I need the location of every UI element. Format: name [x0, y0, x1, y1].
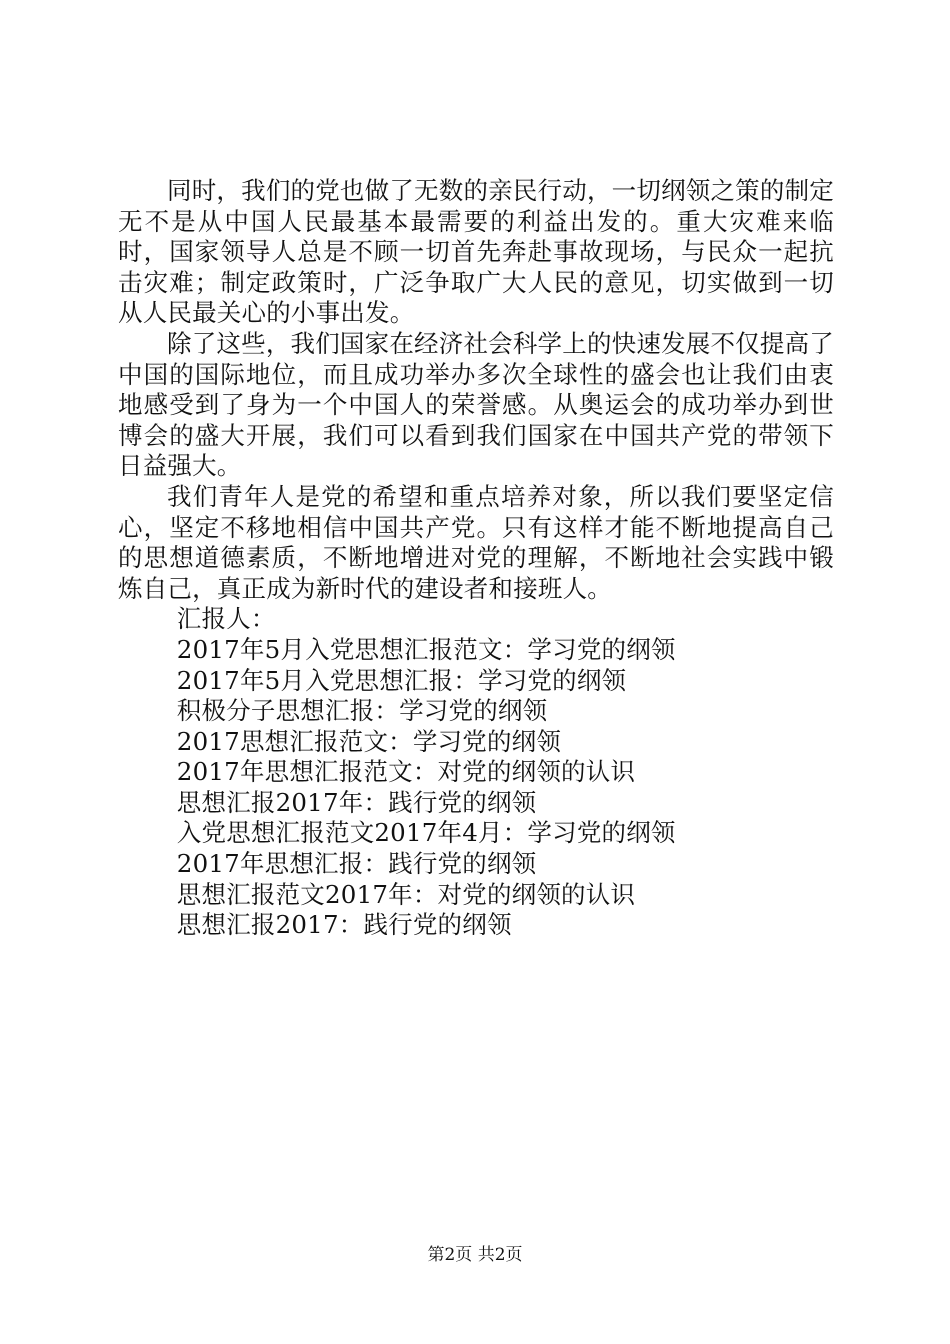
- list-item: 思想汇报2017年：践行党的纲领: [176, 787, 537, 817]
- related-list: [118, 604, 834, 941]
- reporter-label: 汇报人：: [176, 604, 276, 634]
- paragraph-1: 同时，我们的党也做了无数的亲民行动，一切纲领之策的制定无不是从中国人民最基本最需要的利益出发的。重大灾难来临时，国家领导人总是不顾一切首先奔赴事故现场，与民众一起抗击灾难；制定政策时，广泛争取广大人民的意见，切实做到一切从人民最关心的小事出发。: [118, 176, 834, 328]
- list-item: 思想汇报范文2017年：对党的纲领的认识: [176, 879, 636, 909]
- page-footer: 第2页 共2页: [427, 1245, 523, 1265]
- list-item: 2017年思想汇报范文：对党的纲领的认识: [176, 757, 636, 787]
- list-item: 思想汇报2017：践行党的纲领: [176, 910, 512, 940]
- document-body: [118, 176, 834, 941]
- paragraph-3: 我们青年人是党的希望和重点培养对象，所以我们要坚定信心，坚定不移地相信中国共产党。只有这样才能不断地提高自己的思想道德素质，不断地增进对党的理解，不断地社会实践中锻炼自己，真正成为新时代的建设者和接班人。: [118, 481, 834, 603]
- list-item: 入党思想汇报范文2017年4月：学习党的纲领: [176, 818, 676, 848]
- list-item: 2017年5月入党思想汇报：学习党的纲领: [176, 665, 627, 695]
- list-item: 2017思想汇报范文：学习党的纲领: [176, 726, 562, 756]
- list-item: 2017年思想汇报：践行党的纲领: [176, 849, 537, 879]
- list-item: 2017年5月入党思想汇报范文：学习党的纲领: [176, 634, 676, 664]
- list-item: 积极分子思想汇报：学习党的纲领: [176, 696, 548, 726]
- paragraph-2: 除了这些，我们国家在经济社会科学上的快速发展不仅提高了中国的国际地位，而且成功举办多次全球性的盛会也让我们由衷地感受到了身为一个中国人的荣誉感。从奥运会的成功举办到世博会的盛大开展，我们可以看到我们国家在中国共产党的带领下日益强大。: [118, 328, 834, 481]
